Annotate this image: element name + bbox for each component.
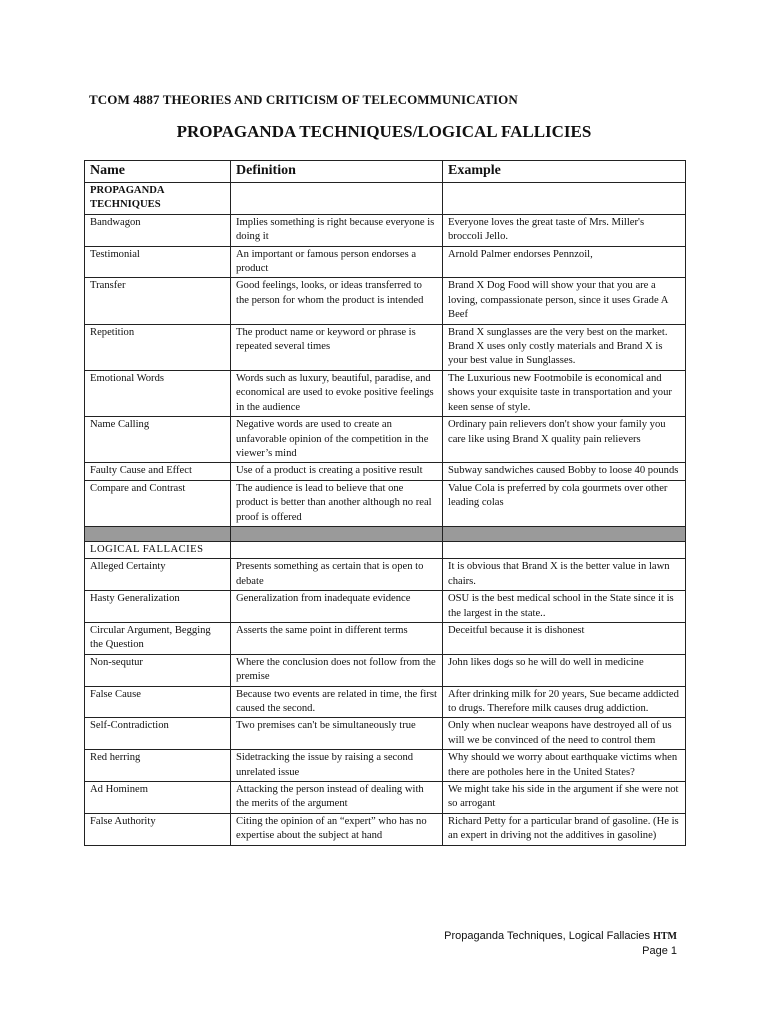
header-definition: Definition: [231, 161, 443, 183]
section-empty-cell: [231, 541, 443, 558]
term-name: Self-Contradiction: [85, 718, 231, 750]
table-row: [85, 480, 686, 526]
term-definition: Asserts the same point in different terms: [231, 622, 443, 654]
term-name: Bandwagon: [85, 214, 231, 246]
footer-title: Propaganda Techniques, Logical Fallacies: [444, 930, 651, 942]
table-row: [85, 782, 686, 814]
term-name: Red herring: [85, 750, 231, 782]
table-row: [85, 622, 686, 654]
term-definition: Two premises can't be simultaneously true: [231, 718, 443, 750]
term-example: Richard Petty for a particular brand of gasoline. (He is an expert in driving not the additives in gasoline): [443, 813, 686, 845]
term-definition: An important or famous person endorses a product: [231, 246, 443, 278]
term-example: Why should we worry about earthquake victims when there are potholes here in the United States?: [443, 750, 686, 782]
term-name: False Authority: [85, 813, 231, 845]
page-footer: [444, 929, 677, 959]
term-name: Faulty Cause and Effect: [85, 463, 231, 480]
term-name: Ad Hominem: [85, 782, 231, 814]
term-definition: The audience is lead to believe that one product is better than another although no real proof is offered: [231, 480, 443, 526]
term-example: We might take his side in the argument if she were not so arrogant: [443, 782, 686, 814]
term-name: Compare and Contrast: [85, 480, 231, 526]
term-example: Brand X sunglasses are the very best on the market. Brand X uses only costly materials and Brand X is your best value in Sunglasses.: [443, 324, 686, 370]
term-example: Brand X Dog Food will show your that you are a loving, compassionate person, since it uses Grade A Beef: [443, 278, 686, 324]
table-row: [85, 417, 686, 463]
term-definition: Words such as luxury, beautiful, paradise, and economical are used to evoke positive feelings in the audience: [231, 370, 443, 416]
term-example: John likes dogs so he will do well in medicine: [443, 654, 686, 686]
separator-cell: [85, 526, 231, 541]
term-example: Only when nuclear weapons have destroyed all of us will we be convinced of the need to control them: [443, 718, 686, 750]
table-row: [85, 654, 686, 686]
term-definition: Implies something is right because everyone is doing it: [231, 214, 443, 246]
term-example: Subway sandwiches caused Bobby to loose 40 pounds: [443, 463, 686, 480]
term-name: Hasty Generalization: [85, 591, 231, 623]
term-example: Arnold Palmer endorses Pennzoil,: [443, 246, 686, 278]
section-empty-cell: [443, 541, 686, 558]
table-row: [85, 750, 686, 782]
table-row: [85, 278, 686, 324]
table-row: [85, 324, 686, 370]
table-row: [85, 718, 686, 750]
term-name: Alleged Certainty: [85, 559, 231, 591]
table-row: [85, 370, 686, 416]
separator-cell: [231, 526, 443, 541]
term-name: Testimonial: [85, 246, 231, 278]
table-row: [85, 246, 686, 278]
term-example: Ordinary pain relievers don't show your family you care like using Brand X quality pain relievers: [443, 417, 686, 463]
term-definition: Generalization from inadequate evidence: [231, 591, 443, 623]
term-definition: Good feelings, looks, or ideas transferred to the person for whom the product is intended: [231, 278, 443, 324]
term-name: False Cause: [85, 686, 231, 718]
term-example: Everyone loves the great taste of Mrs. Miller's broccoli Jello.: [443, 214, 686, 246]
section-title: PROPAGANDA TECHNIQUES: [85, 183, 231, 215]
page-title: PROPAGANDA TECHNIQUES/LOGICAL FALLICIES: [176, 122, 592, 141]
section-header-row: [85, 541, 686, 558]
table-header-row: [85, 161, 686, 183]
term-example: The Luxurious new Footmobile is economical and shows your exquisite taste in transportation and your keen sense of style.: [443, 370, 686, 416]
table-row: [85, 686, 686, 718]
term-name: Circular Argument, Begging the Question: [85, 622, 231, 654]
course-title: TCOM 4887 THEORIES AND CRITICISM OF TELECOMMUNICATION: [89, 92, 518, 107]
header-example: Example: [443, 161, 686, 183]
term-name: Transfer: [85, 278, 231, 324]
section-title: LOGICAL FALLACIES: [85, 541, 231, 558]
section-empty-cell: [231, 183, 443, 215]
term-definition: Sidetracking the issue by raising a second unrelated issue: [231, 750, 443, 782]
term-example: It is obvious that Brand X is the better value in lawn chairs.: [443, 559, 686, 591]
section-empty-cell: [443, 183, 686, 215]
term-definition: Use of a product is creating a positive result: [231, 463, 443, 480]
techniques-table: [84, 160, 686, 846]
term-name: Name Calling: [85, 417, 231, 463]
term-definition: Negative words are used to create an unfavorable opinion of the competition in the viewer’s mind: [231, 417, 443, 463]
table-row: [85, 463, 686, 480]
section-header-row: [85, 183, 686, 215]
table-body: [85, 183, 686, 846]
table-row: [85, 813, 686, 845]
table-row: [85, 559, 686, 591]
term-definition: Attacking the person instead of dealing with the merits of the argument: [231, 782, 443, 814]
term-example: Value Cola is preferred by cola gourmets over other leading colas: [443, 480, 686, 526]
term-definition: Because two events are related in time, the first caused the second.: [231, 686, 443, 718]
term-name: Emotional Words: [85, 370, 231, 416]
term-example: After drinking milk for 20 years, Sue became addicted to drugs. Therefore milk causes drug addiction.: [443, 686, 686, 718]
term-definition: Presents something as certain that is open to debate: [231, 559, 443, 591]
term-definition: The product name or keyword or phrase is repeated several times: [231, 324, 443, 370]
term-name: Repetition: [85, 324, 231, 370]
page-number: Page 1: [642, 945, 677, 957]
term-definition: Where the conclusion does not follow from the premise: [231, 654, 443, 686]
term-name: Non-sequtur: [85, 654, 231, 686]
table-row: [85, 214, 686, 246]
table-row: [85, 591, 686, 623]
term-example: OSU is the best medical school in the State since it is the largest in the state..: [443, 591, 686, 623]
section-separator: [85, 526, 686, 541]
header-name: Name: [85, 161, 231, 183]
separator-cell: [443, 526, 686, 541]
term-definition: Citing the opinion of an “expert” who has no expertise about the subject at hand: [231, 813, 443, 845]
footer-initials: HTM: [653, 931, 677, 942]
term-example: Deceitful because it is dishonest: [443, 622, 686, 654]
